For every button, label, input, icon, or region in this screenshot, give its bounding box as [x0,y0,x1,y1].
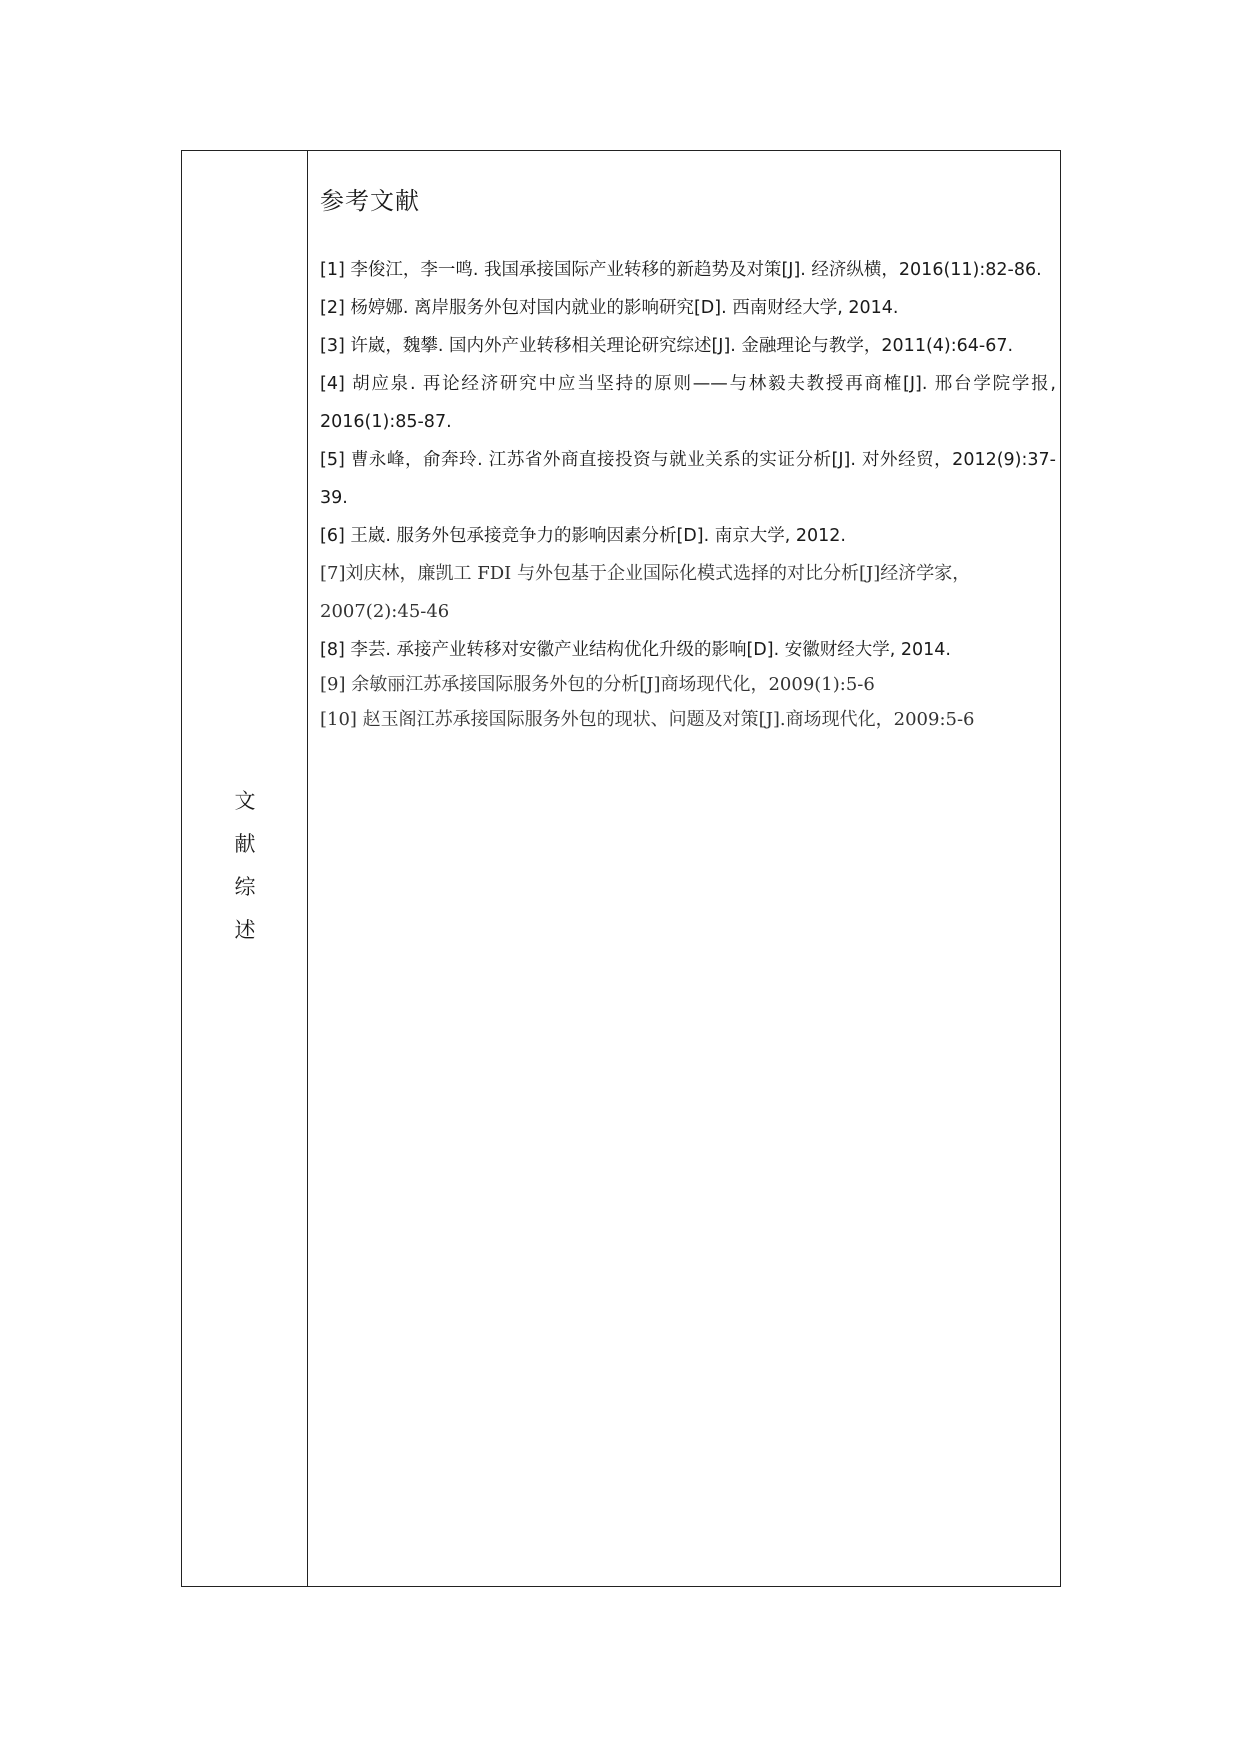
document-table [181,150,1061,1587]
reference-list [320,251,1056,739]
reference-item: [3] 许崴，魏攀. 国内外产业转移相关理论研究综述[J]. 金融理论与教学，2011(4):64-67. [320,336,1014,356]
reference-item: [5] 曹永峰，俞奔玲. 江苏省外商直接投资与就业关系的实证分析[J]. 对外经贸，2012(9):37-39. [320,450,1056,508]
reference-item: [6] 王崴. 服务外包承接竞争力的影响因素分析[D]. 南京大学, 2012. [320,526,846,546]
reference-item: [10] 赵玉阁江苏承接国际服务外包的现状、问题及对策[J].商场现代化，2009:5-6 [320,709,975,730]
reference-item: [4] 胡应泉. 再论经济研究中应当坚持的原则——与林毅夫教授再商榷[J]. 邢台学院学报, 2016(1):85-87. [320,374,1056,432]
section-label-char: 述 [234,918,256,942]
section-label-char: 文 [234,789,256,813]
section-label-char: 献 [234,832,256,856]
reference-item: [1] 李俊江，李一鸣. 我国承接国际产业转移的新趋势及对策[J]. 经济纵横，2016(11):82-86. [320,260,1042,280]
references-heading: 参考文献 [320,187,420,215]
section-label [182,780,308,952]
label-column [182,151,308,1586]
reference-item: [2] 杨婷娜. 离岸服务外包对国内就业的影响研究[D]. 西南财经大学, 2014. [320,298,899,318]
reference-item: [9] 余敏丽江苏承接国际服务外包的分析[J]商场现代化，2009(1):5-6 [320,674,875,695]
reference-item: [8] 李芸. 承接产业转移对安徽产业结构优化升级的影响[D]. 安徽财经大学, 2014. [320,640,951,660]
reference-item: [7]刘庆林，廉凯工 FDI 与外包基于企业国际化模式选择的对比分析[J]经济学家，2007(2):45-46 [320,563,971,622]
section-label-char: 综 [234,875,256,899]
content-column [308,151,1060,1586]
